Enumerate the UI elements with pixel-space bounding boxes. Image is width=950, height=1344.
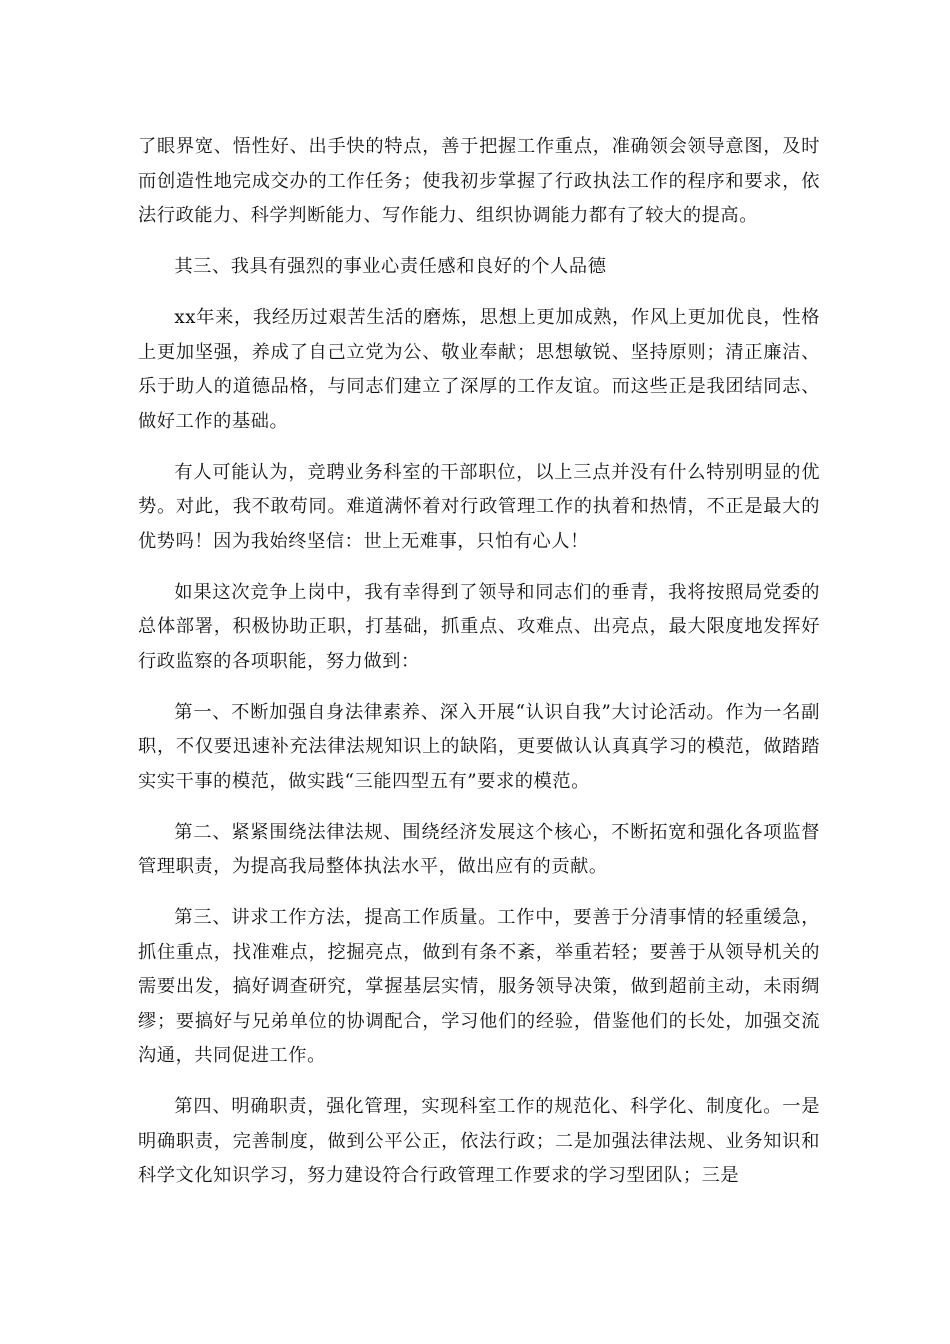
paragraph-point-two: 第二、紧紧围绕法律法规、围绕经济发展这个核心，不断拓宽和强化各项监督管理职责，为提高我局整体执法水平，做出应有的贡献。 — [138, 821, 820, 877]
paragraph-advantage-argument: 有人可能认为，竞聘业务科室的干部职位，以上三点并没有什么特别明显的优势。对此，我不敢苟同。难道满怀着对行政管理工作的执着和热情，不正是最大的优势吗！因为我始终坚信：世上无难事，只怕有心人！ — [138, 461, 820, 552]
paragraph-point-one: 第一、不断加强自身法律素养、深入开展“认识自我”大讨论活动。作为一名副职，不仅要迅速补充法律法规知识上的缺陷，更要做认认真真学习的模范，做踏踏实实干事的模范，做实践“三能四型五有”要求的模范。 — [138, 701, 820, 792]
paragraph-point-three: 第三、讲求工作方法，提高工作质量。工作中，要善于分清事情的轻重缓急，抓住重点，找准难点，挖掘亮点，做到有条不紊，举重若轻；要善于从领导机关的需要出发，搞好调查研究，掌握基层实情，服务领导决策，做到超前主动，未雨绸缪；要搞好与兄弟单位的协调配合，学习他们的经验，借鉴他们的长处，加强交流沟通，共同促进工作。 — [138, 907, 820, 1066]
paragraph-personal-character: xx年来，我经历过艰苦生活的磨炼，思想上更加成熟，作风上更加优良，性格上更加坚强，养成了自己立党为公、敬业奉献；思想敏锐、坚持原则；清正廉洁、乐于助人的道德品格，与同志们建立了深厚的工作友谊。而这些正是我团结同志、做好工作的基础。 — [138, 307, 820, 432]
paragraph-point-four: 第四、明确职责，强化管理，实现科室工作的规范化、科学化、制度化。一是明确职责，完善制度，做到公平公正，依法行政；二是加强法律法规、业务知识和科学文化知识学习，努力建设符合行政管理工作要求的学习型团队；三是 — [138, 1096, 820, 1186]
document-body — [138, 130, 820, 1194]
paragraph-continuation: 了眼界宽、悟性好、出手快的特点，善于把握工作重点，准确领会领导意图，及时而创造性地完成交办的工作任务；使我初步掌握了行政执法工作的程序和要求，依法行政能力、科学判断能力、写作能力、组织协调能力都有了较大的提高。 — [138, 136, 820, 226]
paragraph-heading-third-point: 其三、我具有强烈的事业心责任感和良好的个人品德 — [174, 256, 607, 277]
paragraph-commitment-intro: 如果这次竞争上岗中，我有幸得到了领导和同志们的垂青，我将按照局党委的总体部署，积极协助正职，打基础，抓重点、攻难点、出亮点，最大限度地发挥好行政监察的各项职能，努力做到： — [138, 581, 820, 672]
